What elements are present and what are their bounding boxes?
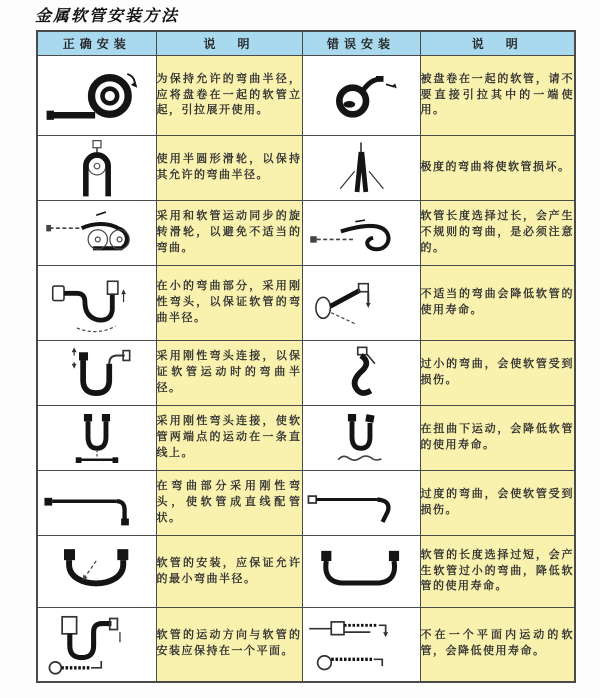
wrong-illustration-cell: [302, 471, 420, 536]
header-description-2: 说 明: [420, 31, 575, 56]
correct-illustration-cell: [37, 201, 156, 266]
page-title: 金属软管安装方法: [35, 8, 180, 25]
correct-desc-cell: 在小的弯曲部分，采用刚性弯头，以保证软管的弯曲半径。: [156, 266, 302, 341]
wrong-illustration-cell: [302, 536, 420, 608]
hose-coil-pulled-icon: [311, 66, 411, 126]
table-row: [37, 201, 575, 266]
correct-illustration-cell: [37, 406, 156, 471]
hose-rotating-pulleys-icon: [42, 204, 152, 262]
hose-rigid-elbow-small-bend-icon: [42, 270, 152, 336]
wrong-desc-cell: 极度的弯曲将使软管损坏。: [420, 136, 575, 201]
hose-one-plane-motion-icon: [41, 610, 153, 678]
table-row: [37, 406, 575, 471]
header-wrong-install: 错误安装: [302, 31, 420, 56]
table-row: [37, 608, 575, 682]
wrong-illustration-cell: [302, 341, 420, 406]
wrong-desc-cell: 在扭曲下运动，会降低软管的使用寿命。: [420, 406, 575, 471]
correct-illustration-cell: [37, 136, 156, 201]
wrong-desc-cell: 不适当的弯曲会降低软管的使用寿命。: [420, 266, 575, 341]
hose-u-elbow-connection-icon: [48, 344, 146, 403]
table-row: [37, 536, 575, 608]
hose-too-short-icon: [306, 545, 416, 599]
hose-improper-bend-icon: [306, 274, 416, 332]
wrong-desc-cell: 软管长度选择过长，会产生不规则的弯曲，是必须注意的。: [420, 201, 575, 266]
correct-desc-cell: 采用刚性弯头连接，使软管两端点的运动在一条直线上。: [156, 406, 302, 471]
wrong-illustration-cell: [302, 608, 420, 682]
correct-illustration-cell: [37, 266, 156, 341]
hose-overbend-droop-icon: [305, 477, 417, 529]
wrong-illustration-cell: [302, 56, 420, 136]
correct-illustration-cell: [37, 608, 156, 682]
table-row: [37, 266, 575, 341]
wrong-desc-cell: 软管的长度选择过短，会产生软管过小的弯曲，降低软管的使用寿命。: [420, 536, 575, 608]
correct-desc-cell: 使用半圆形滑轮，以保持其允许的弯曲半径。: [156, 136, 302, 201]
correct-desc-cell: 为保持允许的弯曲半径，应将盘卷在一起的软管立起，引拉展开使用。: [156, 56, 302, 136]
correct-desc-cell: 采用和软管运动同步的旋转滑轮，以避免不适当的弯曲。: [156, 201, 302, 266]
hose-out-of-plane-icon: [305, 610, 417, 678]
correct-illustration-cell: [37, 536, 156, 608]
table-header-row: [37, 31, 575, 56]
correct-illustration-cell: [37, 341, 156, 406]
wrong-desc-cell: 过小的弯曲，会使软管受到损伤。: [420, 341, 575, 406]
wrong-desc-cell: 被盘卷在一起的软管，请不要直接引拉其中的一端使用。: [420, 56, 575, 136]
wrong-illustration-cell: [302, 136, 420, 201]
correct-illustration-cell: [37, 56, 156, 136]
correct-illustration-cell: [37, 471, 156, 536]
correct-desc-cell: 采用刚性弯头连接，以保证软管运动时的弯曲半径。: [156, 341, 302, 406]
hose-sharp-bend-icon: [313, 139, 409, 197]
wrong-desc-cell: 不在一个平面内运动的软管，会降低使用寿命。: [420, 608, 575, 682]
hose-irregular-loop-icon: [306, 204, 416, 262]
hose-straight-run-elbow-icon: [41, 477, 153, 529]
correct-desc-cell: 软管的安装，应保证允许的最小弯曲半径。: [156, 536, 302, 608]
table-row: [37, 341, 575, 406]
wrong-desc-cell: 过度的弯曲，会使软管受到损伤。: [420, 471, 575, 536]
hose-pulley-icon: [49, 139, 145, 198]
table-row: [37, 56, 575, 136]
correct-desc-cell: 在弯曲部分采用刚性弯头，使软管成直线配管状。: [156, 471, 302, 536]
table-row: [37, 471, 575, 536]
wrong-illustration-cell: [302, 201, 420, 266]
hose-small-bend-hook-icon: [312, 344, 410, 403]
header-description-1: 说 明: [156, 31, 302, 56]
table-row: [37, 136, 575, 201]
wrong-illustration-cell: [302, 406, 420, 471]
installation-table: [36, 30, 576, 683]
correct-desc-cell: 软管的运动方向与软管的安装应保持在一个平面。: [156, 608, 302, 682]
hose-coil-upright-icon: [41, 63, 153, 129]
hose-u-inline-motion-icon: [48, 409, 146, 468]
hose-u-twisted-motion-icon: [312, 409, 410, 468]
header-correct-install: 正确安装: [37, 31, 156, 56]
wrong-illustration-cell: [302, 266, 420, 341]
hose-min-bend-radius-icon: [42, 545, 152, 599]
